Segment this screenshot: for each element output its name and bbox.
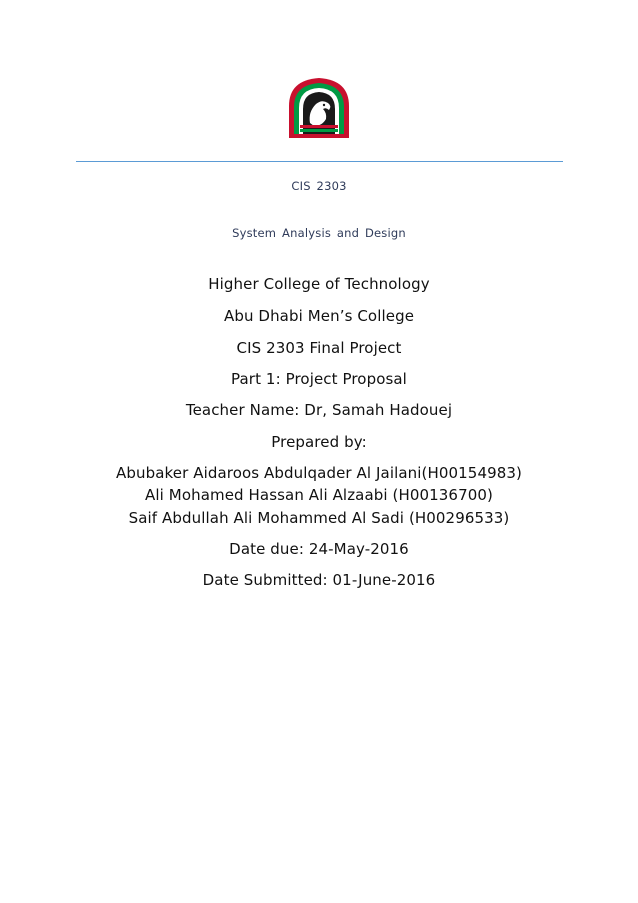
course-code: CIS 2303 [291,179,347,193]
date-submitted: Date Submitted: 01-June-2016 [202,571,436,589]
header-rule [76,161,563,162]
author-line: Ali Mohamed Hassan Ali Alzaabi (H00136700) [145,486,493,504]
course-name: System Analysis and Design [232,226,406,240]
college-logo-icon [286,76,352,140]
teacher-name: Teacher Name: Dr, Samah Hadouej [185,401,453,419]
institution-name: Higher College of Technology [208,275,430,293]
project-part: Part 1: Project Proposal [231,370,407,388]
date-due: Date due: 24-May-2016 [229,540,409,558]
prepared-by-label: Prepared by: [271,433,367,451]
campus-name: Abu Dhabi Men’s College [223,307,415,325]
project-title: CIS 2303 Final Project [236,339,402,357]
author-line: Saif Abdullah Ali Mohammed Al Sadi (H00296533) [128,509,510,527]
author-line: Abubaker Aidaroos Abdulqader Al Jailani(H00154983) [116,464,522,482]
